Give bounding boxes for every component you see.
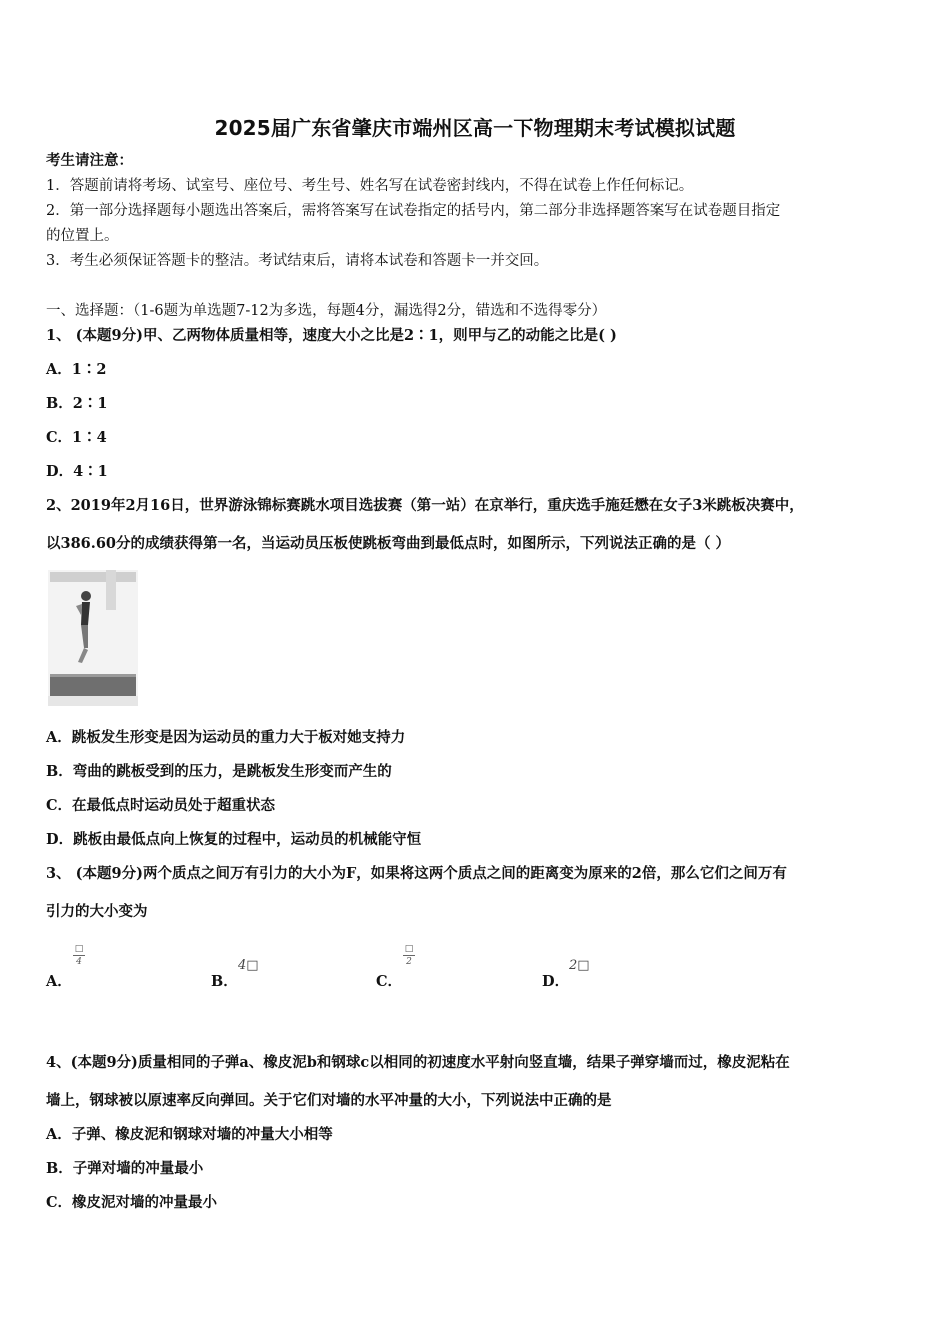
- formula-denominator: 2: [406, 957, 412, 967]
- question-4-stem: 墙上，钢球被以原速率反向弹回。关于它们对墙的水平冲量的大小，下列说法中正确的是: [46, 1092, 612, 1109]
- question-3-stem: 引力的大小变为: [46, 903, 148, 920]
- question-1-option-a[interactable]: A．1∶2: [46, 361, 107, 378]
- diver-figure: [48, 570, 138, 706]
- notice-item: 1．答题前请将考场、试室号、座位号、考生号、姓名写在试卷密封线内，不得在试卷上作任何标记。: [46, 178, 694, 194]
- question-2-stem: 2、2019年2月16日，世界游泳锦标赛跳水项目选拔赛（第一站）在京举行，重庆选手施廷懋在女子3米跳板决赛中，: [46, 497, 804, 514]
- question-4-option-c[interactable]: C．橡皮泥对墙的冲量最小: [46, 1194, 218, 1211]
- question-4-option-a[interactable]: A．子弹、橡皮泥和钢球对墙的冲量大小相等: [46, 1126, 333, 1143]
- question-2-stem: 以386.60分的成绩获得第一名，当运动员压板使跳板弯曲到最低点时，如图所示，下列说法正确的是（ ）: [46, 535, 731, 552]
- notice-heading: 考生请注意：: [46, 152, 133, 169]
- formula-numerator: □: [404, 944, 414, 954]
- question-4-stem: 4、(本题9分)质量相同的子弹a、橡皮泥b和钢球c以相同的初速度水平射向竖直墙，结果子弹穿墙而过，橡皮泥粘在: [46, 1054, 790, 1071]
- formula-f-over-4: [73, 944, 85, 967]
- section-heading: 一、选择题：（1-6题为单选题7-12为多选，每题4分，漏选得2分，错选和不选得零分）: [46, 303, 607, 319]
- question-2-option-b[interactable]: B．弯曲的跳板受到的压力，是跳板发生形变而产生的: [46, 763, 392, 780]
- formula-denominator: 4: [76, 957, 82, 967]
- formula-f-over-2: [403, 944, 415, 967]
- question-1-option-b[interactable]: B．2∶1: [46, 395, 108, 412]
- question-3-option-b[interactable]: B．: [211, 973, 238, 990]
- question-1-stem: 1、 (本题9分)甲、乙两物体质量相等，速度大小之比是2∶1，则甲与乙的动能之比是( ): [46, 327, 617, 344]
- question-4-option-b[interactable]: B．子弹对墙的冲量最小: [46, 1160, 204, 1177]
- notice-item: 2．第一部分选择题每小题选出答案后，需将答案写在试卷指定的括号内，第二部分非选择题答案写在试卷题目指定: [46, 203, 781, 219]
- notice-item: 3．考生必须保证答题卡的整洁。考试结束后，请将本试卷和答题卡一并交回。: [46, 253, 549, 269]
- question-2-option-d[interactable]: D．跳板由最低点向上恢复的过程中，运动员的机械能守恒: [46, 831, 422, 848]
- question-1-option-d[interactable]: D．4∶1: [46, 463, 108, 480]
- formula-numerator: □: [74, 944, 84, 954]
- question-2-option-c[interactable]: C．在最低点时运动员处于超重状态: [46, 797, 276, 814]
- formula-4f: 4□: [238, 958, 259, 973]
- notice-item: 的位置上。: [46, 228, 119, 244]
- question-3-option-a[interactable]: A．: [46, 973, 72, 990]
- question-3-option-d[interactable]: D．: [542, 973, 570, 990]
- question-3-option-c[interactable]: C．: [376, 973, 403, 990]
- question-3-stem: 3、 (本题9分)两个质点之间万有引力的大小为F，如果将这两个质点之间的距离变为原来的2倍，那么它们之间万有: [46, 865, 787, 882]
- question-2-option-a[interactable]: A．跳板发生形变是因为运动员的重力大于板对她支持力: [46, 729, 406, 746]
- page-title: 2025届广东省肇庆市端州区高一下物理期末考试模拟试题: [214, 116, 736, 140]
- question-1-option-c[interactable]: C．1∶4: [46, 429, 107, 446]
- formula-2f: 2□: [569, 958, 590, 973]
